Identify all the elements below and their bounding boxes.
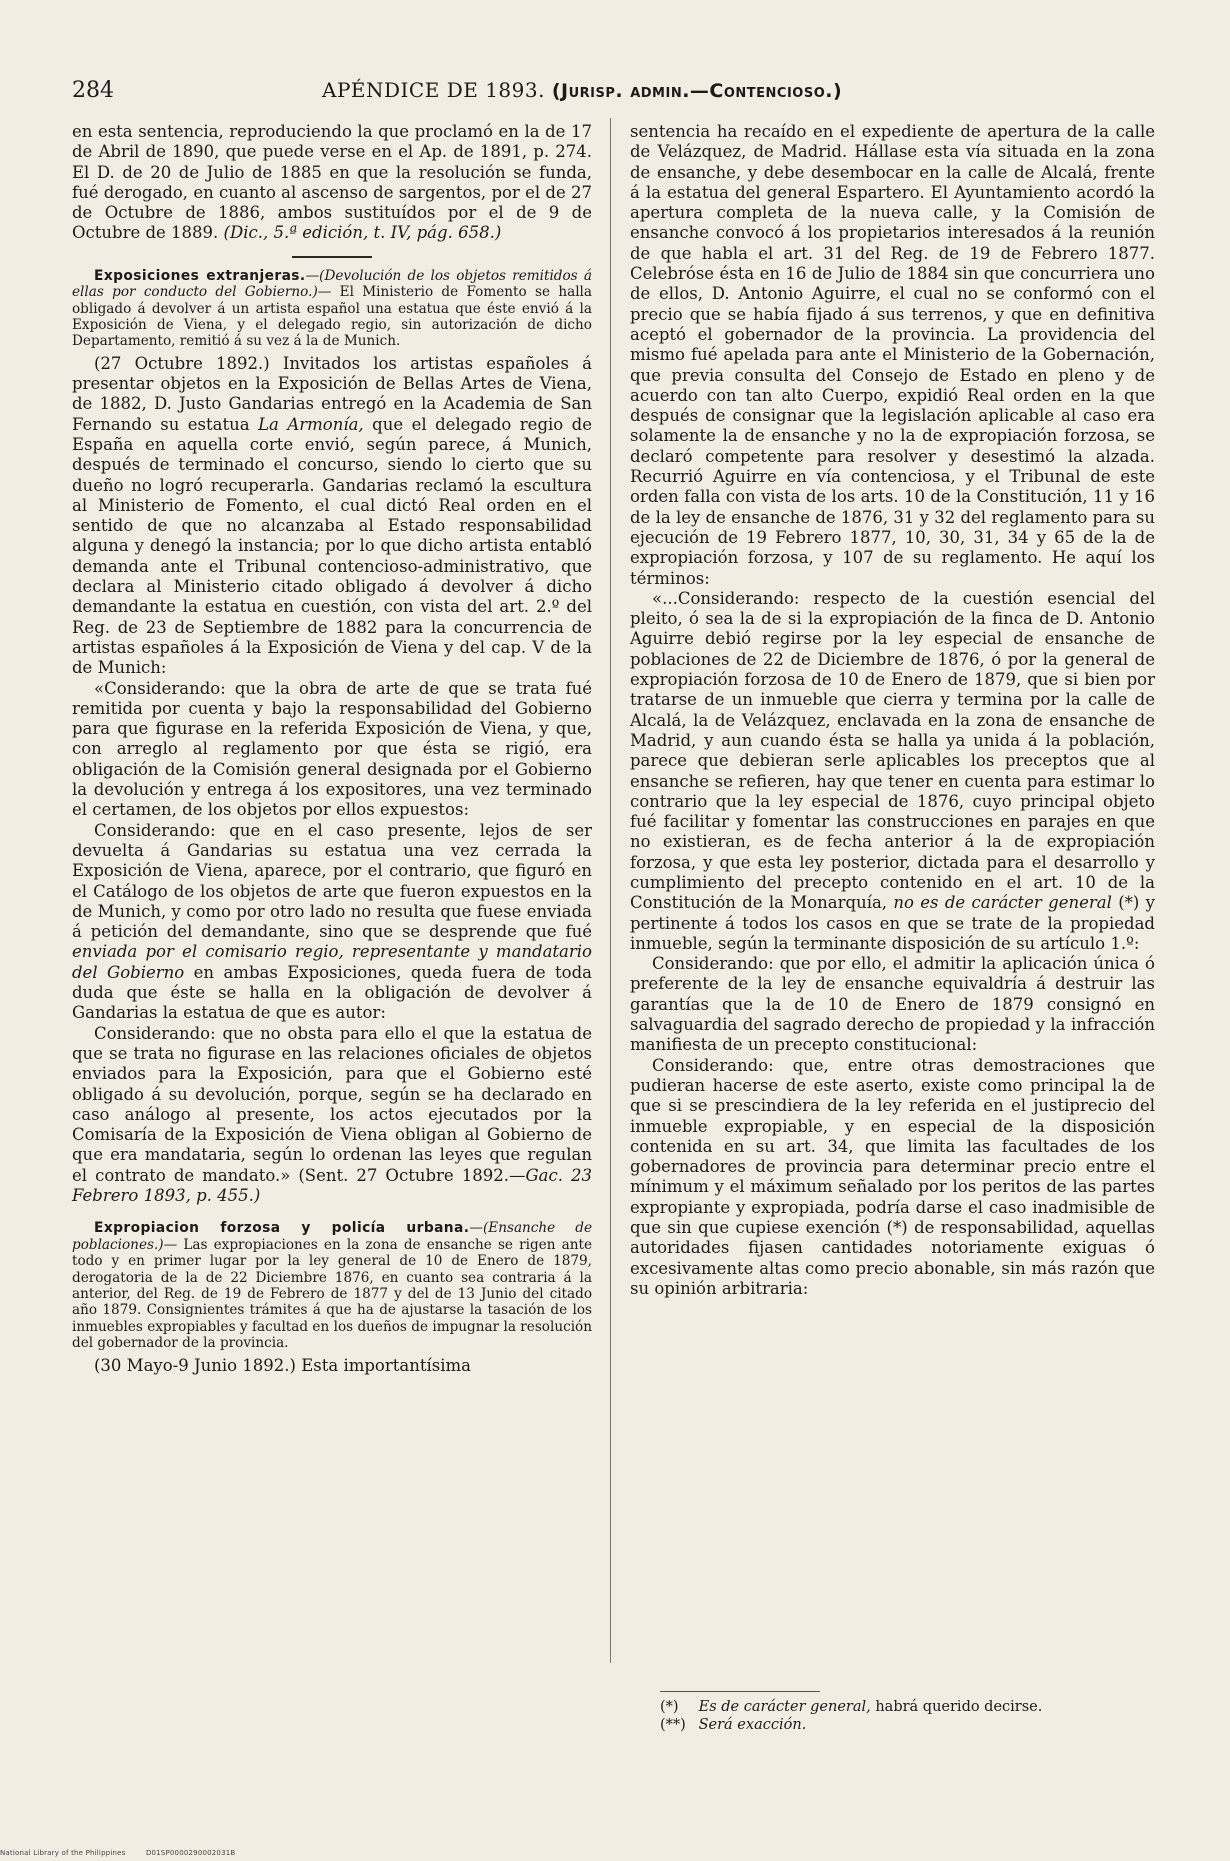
right-p2-text: «...Considerando: respecto de la cuestión esencial del pleito, ó sea la de si la expropiación de la finca de D. Antonio Aguirre debió regirse por la ley especial de ensanche de poblaciones de 22 de Diciembre de 1876, ó por la general de expropiación forzosa de 10 de Enero de 1879, que si bien por tratarse de un inmueble que cierra y termina por la calle de Alcalá, la de Velázquez, enclavada en la zona de ensanche de Madrid, y aun cuando ésta se halla ya unida á la población, parece que debieran serle aplicables los preceptos que al ensanche se refieren, hay que tener en cuenta para estimar lo contrario que la ley especial de 1876, cuyo principal objeto fué facilitar y fomentar las construcciones en parajes en que no existieran, es de fecha anterior á la de expropiación forzosa, y que esta ley posterior, dictada para el desarrollo y cumplimiento del precepto contenido en el art. 10 de la Constitución de la Monarquía, [630, 588, 1155, 913]
left-p2-text: (27 Octubre 1892.) Invitados los artistas españoles á presentar objetos en la Exposición de Bellas Artes de Viena, de 1882, D. Justo Gandarias entregó en la Academia de San Fernando su estatua [72, 353, 592, 434]
left-paragraph-4 [72, 821, 592, 1024]
footnote-1 [660, 1698, 1150, 1716]
entry-exposiciones-subtitle: —(Devolución de los objetos remitidos á ellas por conducto del Gobierno.)— [72, 267, 592, 301]
footer-library: National Library of the Philippines [0, 1849, 126, 1857]
left-paragraph-3: «Considerando: que la obra de arte de que se trata fué remitida por cuenta y bajo la responsabilidad del Gobierno para que figurase en la referida Exposición de Viena, y que, con arreglo al reglamento por que ésta se rigió, era obligación de la Comisión general designada por el Gobierno la devolución y entrega á los expositores, una vez terminado el certamen, de los objetos por ellos expuestos: [72, 678, 592, 820]
left-p5-text: Considerando: que no obsta para ello el que la estatua de que se trata no figurase en las relaciones oficiales de objetos enviados para la Exposición, para que el Gobierno esté obligado á su devolución, porque, según se ha declarado en caso análogo al presente, los actos ejecutados por la Comisaría de la Exposición de Viena obligan al Gobierno de que era mandataria, según lo ordenan las leyes que regulan el contrato de mandato.» (Sent. 27 Octubre 1892.— [72, 1023, 592, 1185]
right-paragraph-1: sentencia ha recaído en el expediente de apertura de la calle de Velázquez, de Madrid. Hállase esta vía situada en la zona de ensanche, y debe desembocar en la calle de Alcalá, frente á la estatua del general Espartero. El Ayuntamiento acordó la apertura completa de la nueva calle, y la Comisión de ensanche convocó á los propietarios interesados á la reunión de que habla el art. 31 del Reg. de 19 de Febrero 1877. Celebróse ésta en 16 de Julio de 1884 sin que concurriera uno de ellos, D. Antonio Aguirre, el cual no se conformó con el precio que se había fijado á sus terrenos, y que en definitiva aceptó el gobernador de la provincia. La providencia del mismo fué apelada para ante el Ministerio de la Gobernación, que previa consulta del Consejo de Estado en pleno y de acuerdo con tan alto Cuerpo, expidió Real orden en la que después de consignar que la legislación aplicable al caso era solamente la de ensanche y no la de expropiación forzosa, se declaró competente para resolver y desestimó la alzada. Recurrió Aguirre en vía contenciosa, y el Tribunal de este orden falla con vista de los arts. 10 de la Constitución, 11 y 16 de la ley de ensanche de 1876, 31 y 32 del reglamento para su ejecución de 19 Febrero 1877, 10, 30, 31, 34 y 65 de la de expropiación forzosa, y 107 de su reglamento. He aquí los términos: [630, 122, 1155, 588]
right-p2-italic: no es de carácter general [893, 893, 1112, 913]
page-number: 284 [72, 78, 114, 103]
right-paragraph-4: Considerando: que, entre otras demostraciones que pudieran hacerse de este aserto, existe como principal la de que si se prescindiera de la ley referida en el justiprecio del inmueble expropiable, y en especial de la disposición contenida en su art. 34, que limita las facultades de los gobernadores de provincia para determinar precio entre el mínimum y el máximum señalado por los peritos de las partes expropiante y expropiada, podría darse el caso inadmisible de que sin que cupiese exención (*) de responsabilidad, aquellas autoridades fijasen cantidades notoriamente exiguas ó excesivamente altas como precio abonable, sin más razón que su opinión arbitraria: [630, 1055, 1155, 1298]
footnote-2-text: Será exacción. [698, 1717, 807, 1733]
footnote-2 [660, 1716, 1150, 1734]
running-title-text: APÉNDICE DE [322, 78, 479, 102]
scan-footer [0, 1849, 253, 1857]
left-p1-citation: (Dic., 5.ª edición, t. IV, pág. 658.) [223, 223, 502, 243]
left-paragraph-6: (30 Mayo-9 Junio 1892.) Esta importantísima [94, 1355, 471, 1375]
entry-expropiacion-title: Expropiacion forzosa y policía urbana. [94, 1220, 470, 1237]
footnote-1-italic: Es de carácter general, [698, 1699, 871, 1715]
entry-expropiacion-summary: Las expropiaciones en la zona de ensanche se rigen ante todo y en primer lugar por la ley general de 10 de Enero de 1879, derogatoria de la de 22 Diciembre 1876, en cuanto sea contraria á la anterior, del Reg. de 19 de Febrero de 1877 y del de 13 Junio del citado año 1879. Consignientes trámites á que ha de ajustarse la tasación de los inmuebles expropiables y facultad en los dueños de impugnar la resolución del gobernador de la provincia. [72, 1236, 592, 1352]
section-rule [292, 256, 372, 258]
column-divider [610, 118, 611, 1663]
running-title-year: 1893. [485, 78, 545, 102]
footnote-2-mark: (**) [660, 1717, 686, 1733]
right-p2-rest: (*) y pertinente á todos los casos en que se trate de la propiedad inmueble, según la terminante disposición de su artículo 1.º: [630, 893, 1155, 953]
left-p2-italic: La Armonía, [258, 414, 364, 434]
left-paragraph-2 [72, 354, 592, 679]
left-paragraph-1 [72, 122, 592, 244]
left-p4-text: Considerando: que en el caso presente, lejos de ser devuelta á Gandarias su estatua una vez cerrada la Exposición de Viena, aparece, por el contrario, que figuró en el Catálogo de los objetos de arte que fueron expuestos en la de Munich, y como por otro lado no resulta que fuese enviada á petición del demandante, sino que se desprende que fué [72, 820, 592, 942]
footnote-1-text: habrá querido decirse. [875, 1699, 1043, 1715]
running-head [72, 78, 1162, 112]
left-p2-rest: que el delegado regio de España en aquella corte envió, según parece, á Munich, después de terminado el concurso, siendo lo cierto que su dueño no logró recuperarla. Gandarias reclamó la escultura al Ministerio de Fomento, el cual dictó Real orden en el sentido de que no alcanzaba al Estado responsabilidad alguna y denegó la instancia; por lo que dicho artista entabló demanda ante el Tribunal contencioso-administrativo, que declara al Ministerio citado obligado á devolver á dicho demandante la estatua en cuestión, con vista del art. 2.º del Reg. de 23 de Septiembre de 1882 para la concurrencia de artistas españoles á la Exposición de Viena y del cap. V de la de Munich: [72, 414, 592, 678]
footnote-rule [660, 1691, 820, 1692]
footnote-1-mark: (*) [660, 1699, 679, 1715]
entry-expropiacion [72, 1220, 592, 1351]
entry-exposiciones [72, 268, 592, 350]
right-column [630, 122, 1155, 1299]
footnotes [660, 1698, 1150, 1734]
running-title [322, 78, 842, 102]
left-paragraph-5 [72, 1024, 592, 1207]
running-title-section: (Jurisp. admin.—Contencioso.) [551, 80, 843, 102]
right-paragraph-2 [630, 589, 1155, 954]
left-p4-rest: en ambas Exposiciones, queda fuera de toda duda que éste se halla en la obligación de devolver á Gandarias la estatua de que es autor: [72, 962, 592, 1023]
left-p5-citation: Gac. 23 Febrero 1893, p. 455.) [72, 1165, 592, 1205]
right-paragraph-3: Considerando: que por ello, el admitir la aplicación única ó preferente de la ley de ensanche equivaldría á destruir las garantías que la de 10 de Enero de 1879 consignó en salvaguardia del sagrado derecho de propiedad y la infracción manifiesta de un precepto constitucional: [630, 954, 1155, 1055]
footer-id: D01SP0000290002031B [145, 1849, 236, 1857]
left-column [72, 122, 592, 1376]
entry-exposiciones-summary: El Ministerio de Fomento se halla obligado á devolver á un artista español una estatua que éste envió á la Exposición de Viena, y el delegado regio, sin autorización de dicho Departamento, remitió á su vez á la de Munich. [72, 284, 592, 350]
entry-expropiacion-subtitle: —(Ensanche de poblaciones.)— [72, 1220, 592, 1253]
left-p1-text: en esta sentencia, reproduciendo la que proclamó en la de 17 de Abril de 1890, que puede verse en el Ap. de 1891, p. 274. El D. de 20 de Julio de 1885 en que la resolución se funda, fué derogado, en cuanto al ascenso de sargentos, por el de 27 de Octubre de 1886, ambos sustituídos por el de 9 de Octubre de 1889. [72, 122, 592, 243]
entry-exposiciones-title: Exposiciones extranjeras. [94, 267, 306, 284]
left-p4-italic: enviada por el comisario regio, representante y mandatario del Gobierno [72, 942, 592, 982]
